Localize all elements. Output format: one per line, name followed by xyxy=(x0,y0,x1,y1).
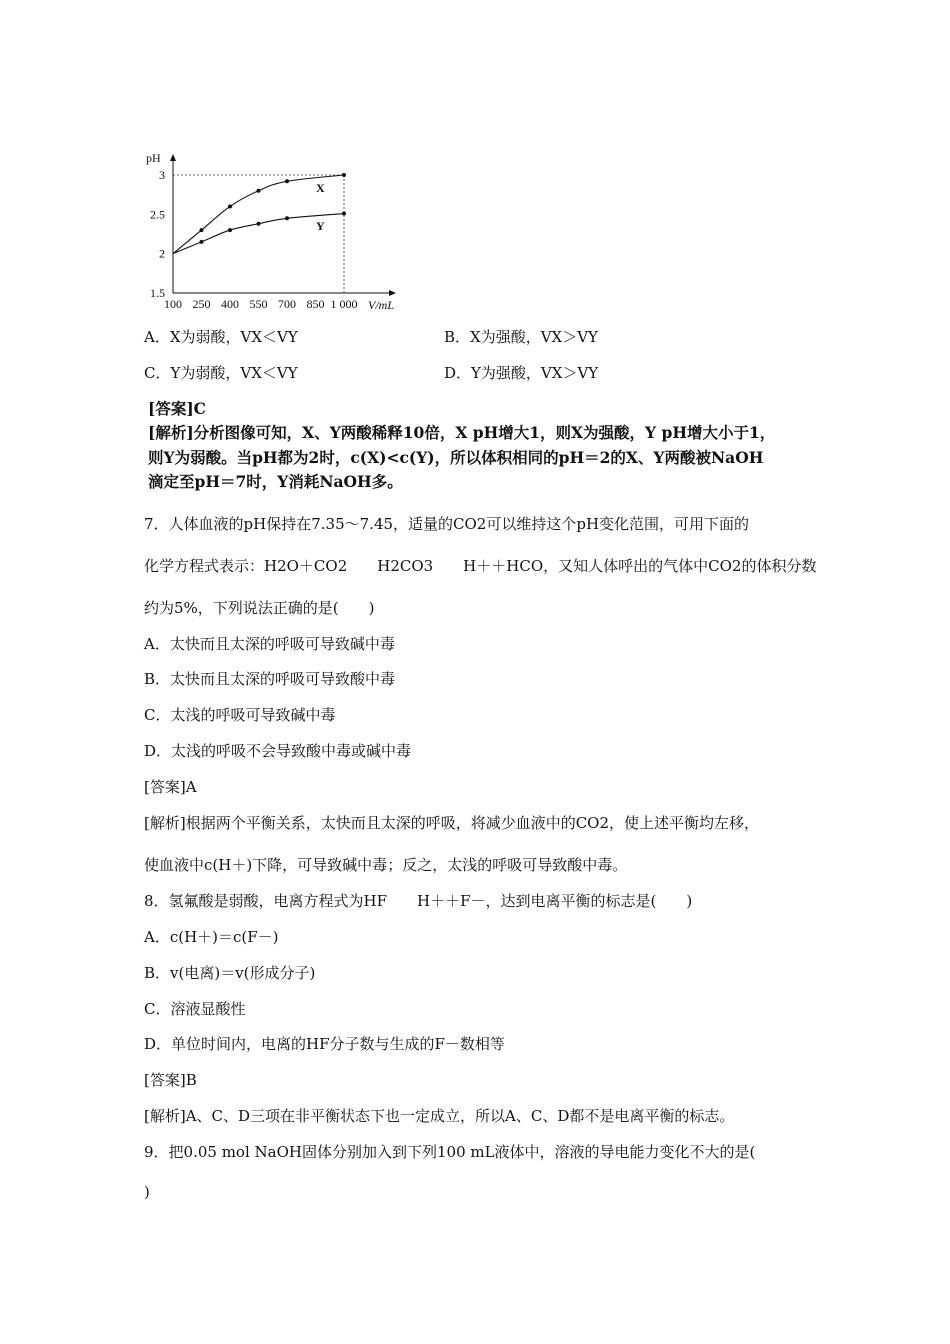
q8-analysis: [解析]A、C、D三项在非平衡状态下也一定成立，所以A、C、D都不是电离平衡的标志。 xyxy=(144,1107,735,1125)
x-tick-label: 250 xyxy=(192,297,211,311)
q7-option-a: A．太快而且太深的呼吸可导致碱中毒 xyxy=(144,635,395,653)
q7-analysis-line1: [解析]根据两个平衡关系，太快而且太深的呼吸，将减少血液中的CO2，使上述平衡均左移， xyxy=(144,814,760,832)
ph-dilution-chart xyxy=(140,148,410,320)
q8-answer: [答案]B xyxy=(144,1071,197,1089)
data-point-x xyxy=(285,179,289,183)
q6-option-a: A．X为弱酸，VX＜VY xyxy=(144,328,298,346)
q7-stem-line1: 7．人体血液的pH保持在7.35～7.45，适量的CO2可以维持这个pH变化范围，可用下面的 xyxy=(144,515,750,533)
y-tick-label: 1.5 xyxy=(150,286,165,300)
q7-stem-line3: 约为5%，下列说法正确的是( ) xyxy=(144,599,375,617)
q6-analysis-line2: 则Y为弱酸。当pH都为2时，c(X)<c(Y)，所以体积相同的pH＝2的X、Y两酸被NaOH xyxy=(148,448,764,467)
series-label-x: X xyxy=(316,181,325,195)
q7-stem-line2: 化学方程式表示：H2O＋CO2 H2CO3 H＋＋HCO，又知人体呼出的气体中CO2的体积分数 xyxy=(144,557,817,575)
x-tick-label: 400 xyxy=(221,297,239,311)
data-point-x xyxy=(257,189,261,193)
q6-answer: [答案]C xyxy=(148,399,207,418)
q8-stem: 8．氢氟酸是弱酸，电离方程式为HF H＋＋F－，达到电离平衡的标志是( ) xyxy=(144,892,693,910)
q6-analysis-line1: [解析]分析图像可知，X、Y两酸稀释10倍，X pH增大1，则X为强酸，Y pH增大小于1， xyxy=(148,423,776,442)
y-tick-label: 3 xyxy=(159,168,165,182)
data-point-y xyxy=(200,240,204,244)
x-tick-label: 1 000 xyxy=(330,297,358,311)
data-point-x xyxy=(200,228,204,232)
x-tick-label: 700 xyxy=(278,297,296,311)
q6-analysis-line3: 滴定至pH＝7时，Y消耗NaOH多。 xyxy=(148,472,403,491)
q9-stem-line2: ) xyxy=(144,1183,150,1201)
q7-answer: [答案]A xyxy=(144,778,197,796)
x-axis-label: V/mL xyxy=(368,298,395,312)
x-tick-label: 850 xyxy=(306,297,325,311)
q8-option-a: A．c(H＋)＝c(F－) xyxy=(144,928,279,946)
x-tick-label: 550 xyxy=(249,297,268,311)
y-tick-label: 2.5 xyxy=(150,207,165,222)
x-tick-label: 100 xyxy=(164,297,182,311)
q8-option-d: D．单位时间内，电离的HF分子数与生成的F－数相等 xyxy=(144,1035,505,1053)
q8-option-b: B．v(电离)＝v(形成分子) xyxy=(144,964,316,982)
series-label-y: Y xyxy=(316,219,325,233)
data-point-y xyxy=(342,212,346,216)
q7-option-c: C．太浅的呼吸可导致碱中毒 xyxy=(144,706,336,724)
x-axis-arrow xyxy=(389,290,396,296)
q9-stem-line1: 9．把0.05 mol NaOH固体分别加入到下列100 mL液体中，溶液的导电能力变化不大的是( xyxy=(144,1143,756,1161)
q6-option-c: C．Y为弱酸，VX＜VY xyxy=(144,364,298,382)
q7-option-b: B．太快而且太深的呼吸可导致酸中毒 xyxy=(144,670,396,688)
data-point-y xyxy=(285,216,289,220)
q7-option-d: D．太浅的呼吸不会导致酸中毒或碱中毒 xyxy=(144,742,412,760)
q8-option-c: C．溶液显酸性 xyxy=(144,1000,246,1018)
q6-option-d: D．Y为强酸，VX＞VY xyxy=(444,364,599,382)
y-tick-label: 2 xyxy=(159,246,165,261)
y-axis-label: pH xyxy=(146,151,161,165)
q6-option-b: B．X为强酸，VX＞VY xyxy=(444,328,598,346)
y-axis-arrow xyxy=(170,154,176,161)
data-point-y xyxy=(257,222,261,226)
data-point-x xyxy=(342,173,346,177)
tick-labels xyxy=(150,168,358,311)
data-point-x xyxy=(228,204,232,208)
q7-analysis-line2: 使血液中c(H＋)下降，可导致碱中毒；反之，太浅的呼吸可导致酸中毒。 xyxy=(144,856,628,874)
data-point-y xyxy=(228,228,232,232)
